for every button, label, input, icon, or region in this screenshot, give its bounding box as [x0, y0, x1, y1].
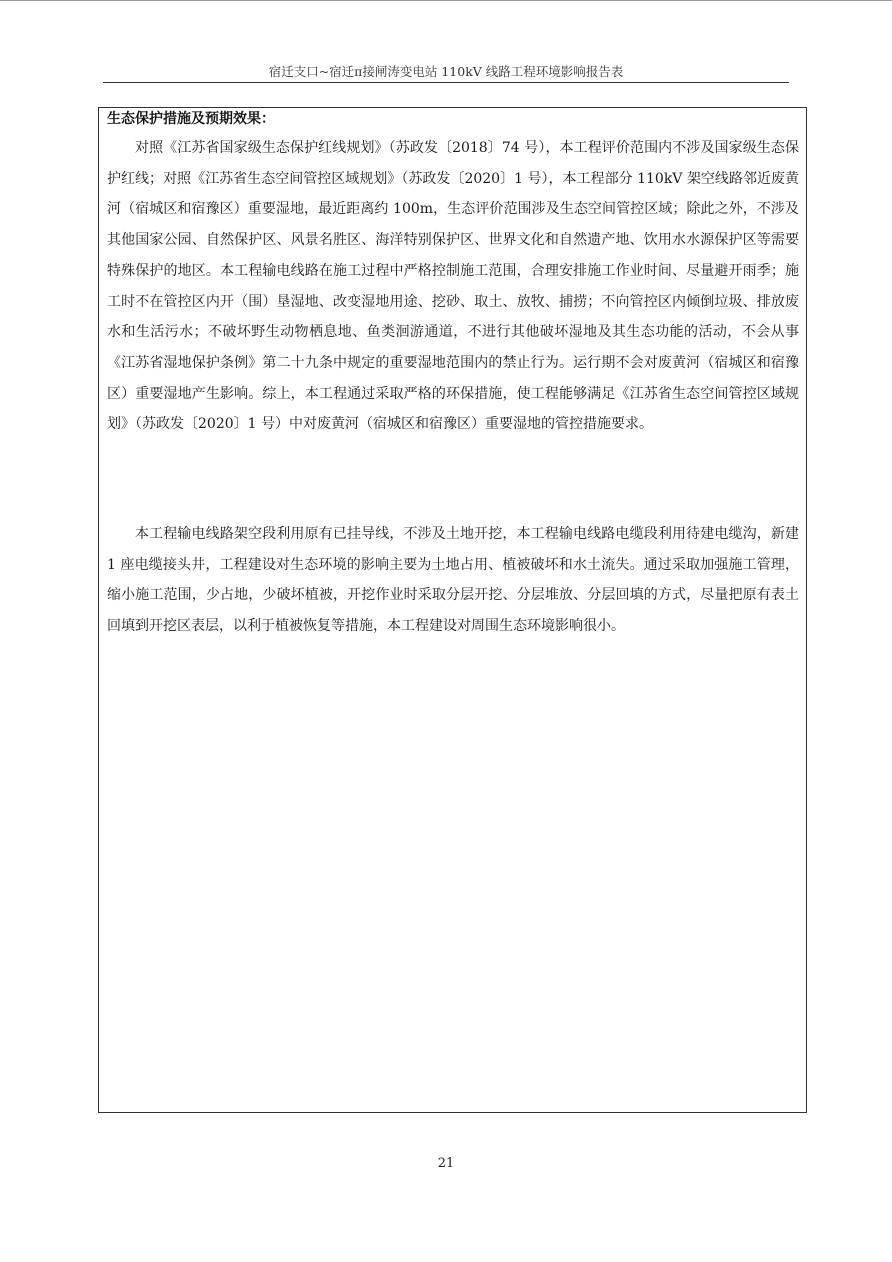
page-header-title: 宿迁支口~宿迁π接闸涛变电站 110kV 线路工程环境影响报告表 [268, 64, 624, 79]
page-number: 21 [437, 1156, 455, 1171]
page-top-border [0, 0, 892, 1]
paragraph-ecological-redline: 对照《江苏省国家级生态保护红线规划》（苏政发〔2018〕74 号），本工程评价范围内不涉及国家级生态保护红线；对照《江苏省生态空间管控区域规划》（苏政发〔2020〕1 号），本工程部分 110kV 架空线路邻近废黄河（宿城区和宿豫区）重要湿地，最近距离约 100m，生态评价范围涉及生态空间管控区域；除此之外，不涉及其他国家公园、自然保护区、风景名胜区、海洋特别保护区、世界文化和自然遗产地、饮用水水源保护区等需要特殊保护的地区。本工程输电线路在施工过程中严格控制施工范围，合理安排施工作业时间、尽量避开雨季；施工时不在管控区内开（围）垦湿地、改变湿地用途、挖砂、取土、放牧、捕捞；不向管控区内倾倒垃圾、排放废水和生活污水；不破坏野生动物栖息地、鱼类洄游通道，不进行其他破坏湿地及其生态功能的活动，不会从事《江苏省湿地保护条例》第二十九条中规定的重要湿地范围内的禁止行为。运行期不会对废黄河（宿城区和宿豫区）重要湿地产生影响。综上，本工程通过采取严格的环保措施，使工程能够满足《江苏省生态空间管控区域规划》（苏政发〔2020〕1 号）中对废黄河（宿城区和宿豫区）重要湿地的管控措施要求。 [107, 140, 799, 433]
paragraph-construction-measures: 本工程输电线路架空段利用原有已挂导线，不涉及土地开挖，本工程输电线路电缆段利用待建电缆沟，新建 1 座电缆接头井，工程建设对生态环境的影响主要为土地占用、植被破坏和水土流失。通过采取加强施工管理，缩小施工范围，少占地，少破坏植被，开挖作业时采取分层开挖、分层堆放、分层回填的方式，尽量把原有表土回填到开挖区表层，以利于植被恢复等措施，本工程建设对周围生态环境影响很小。 [107, 526, 799, 635]
header-rule [103, 82, 789, 83]
section-title: 生态保护措施及预期效果： [107, 111, 275, 127]
